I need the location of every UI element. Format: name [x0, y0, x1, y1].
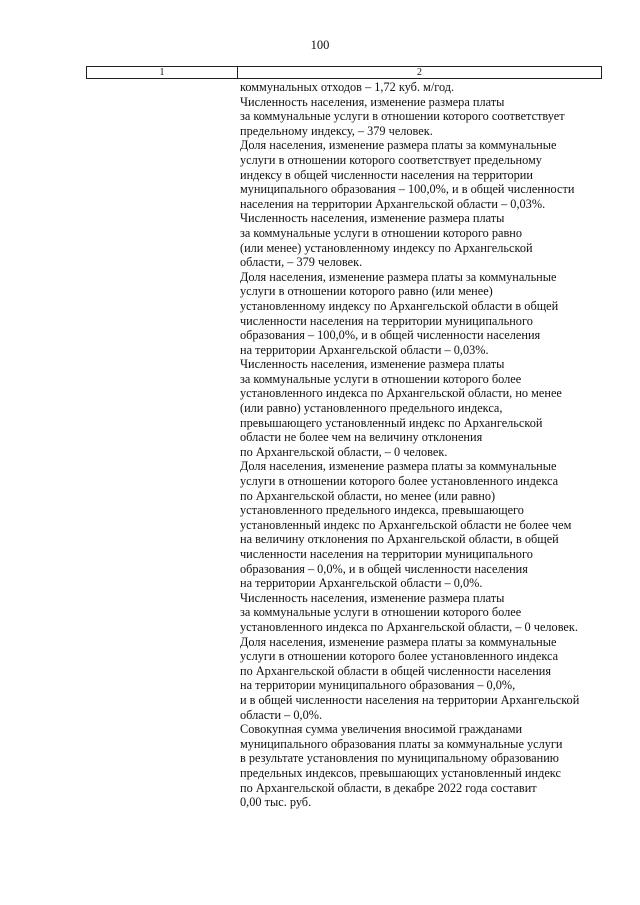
text-line: по Архангельской области, но менее (или равно)	[240, 488, 496, 503]
table-cell-text	[240, 80, 602, 810]
text-line: образования – 100,0%, и в общей численности населения	[240, 328, 541, 343]
text-line: муниципального образования – 100,0%, и в общей численности	[240, 182, 575, 197]
text-line: установленного индекса по Архангельской области, – 0 человек.	[240, 619, 578, 634]
text-line: за коммунальные услуги в отношении которого более	[240, 371, 522, 386]
text-line: численности населения на территории муниципального	[240, 313, 533, 328]
text-line: Доля населения, изменение размера платы за коммунальные	[240, 634, 557, 649]
text-line: (или равно) установленного предельного индекса,	[240, 401, 503, 416]
text-line: Численность населения, изменение размера платы	[240, 357, 505, 372]
text-line: области не более чем на величину отклонения	[240, 430, 483, 445]
table-header-col-2: 2	[417, 67, 422, 78]
text-line: за коммунальные услуги в отношении которого соответствует	[240, 109, 565, 124]
text-line: коммунальных отходов – 1,72 куб. м/год.	[240, 80, 455, 94]
text-line: индексу в общей численности населения на территории	[240, 167, 533, 182]
text-line: превышающего установленный индекс по Архангельской	[240, 415, 543, 430]
text-line: Совокупная сумма увеличения вносимой гражданами	[240, 722, 523, 737]
text-line: численности населения на территории муниципального	[240, 547, 533, 561]
text-line: на величину отклонения по Архангельской области, в общей	[240, 532, 559, 547]
text-line: по Архангельской области в общей численности населения	[240, 663, 552, 678]
text-line: установленный индекс по Архангельской области не более чем	[240, 517, 572, 532]
text-line: по Архангельской области, в декабре 2022 года составит	[240, 780, 537, 795]
page-number: 100	[310, 38, 330, 52]
text-line: 0,00 тыс. руб.	[240, 795, 312, 810]
text-line: установленного предельного индекса, превышающего	[240, 503, 524, 518]
table-header-col-1: 1	[87, 67, 238, 78]
text-line: Доля населения, изменение размера платы за коммунальные	[240, 269, 557, 284]
text-line: населения на территории Архангельской области – 0,03%.	[240, 196, 546, 211]
text-line: Численность населения, изменение размера платы	[240, 94, 505, 109]
text-line: (или менее) установленному индексу по Архангельской	[240, 240, 533, 255]
text-line: в результате установления по муниципальному образованию	[240, 751, 559, 766]
text-line: области – 0,0%.	[240, 707, 323, 722]
text-line: услуги в отношении которого соответствует предельному	[240, 152, 542, 167]
table-header-row	[86, 66, 602, 79]
text-line: по Архангельской области, – 0 человек.	[240, 444, 448, 459]
text-line: области, – 379 человек.	[240, 255, 363, 270]
text-line: за коммунальные услуги в отношении которого более	[240, 605, 522, 620]
text-line: за коммунальные услуги в отношении которого равно	[240, 225, 523, 240]
text-line: на территории Архангельской области – 0,03%.	[240, 342, 489, 357]
text-line: образования – 0,0%, и в общей численности населения	[240, 561, 528, 576]
text-line: на территории муниципального образования – 0,0%,	[240, 678, 516, 693]
text-line: Доля населения, изменение размера платы за коммунальные	[240, 138, 557, 153]
text-line: Доля населения, изменение размера платы за коммунальные	[240, 459, 557, 474]
text-line: предельному индексу, – 379 человек.	[240, 123, 433, 138]
text-line: предельных индексов, превышающих установленный индекс	[240, 765, 561, 780]
text-line: услуги в отношении которого более установленного индекса	[240, 649, 559, 664]
text-line: Численность населения, изменение размера платы	[240, 590, 505, 605]
text-line: установленному индексу по Архангельской области в общей	[240, 298, 559, 313]
text-line: установленного индекса по Архангельской области, но менее	[240, 386, 562, 401]
text-line: на территории Архангельской области – 0,0%.	[240, 576, 483, 591]
text-line: и в общей численности населения на территории Архангельской	[240, 692, 580, 707]
text-line: услуги в отношении которого равно (или менее)	[240, 284, 493, 299]
text-line: Численность населения, изменение размера платы	[240, 211, 505, 226]
text-line: муниципального образования платы за коммунальные услуги	[240, 736, 563, 751]
text-line: услуги в отношении которого более установленного индекса	[240, 474, 559, 489]
